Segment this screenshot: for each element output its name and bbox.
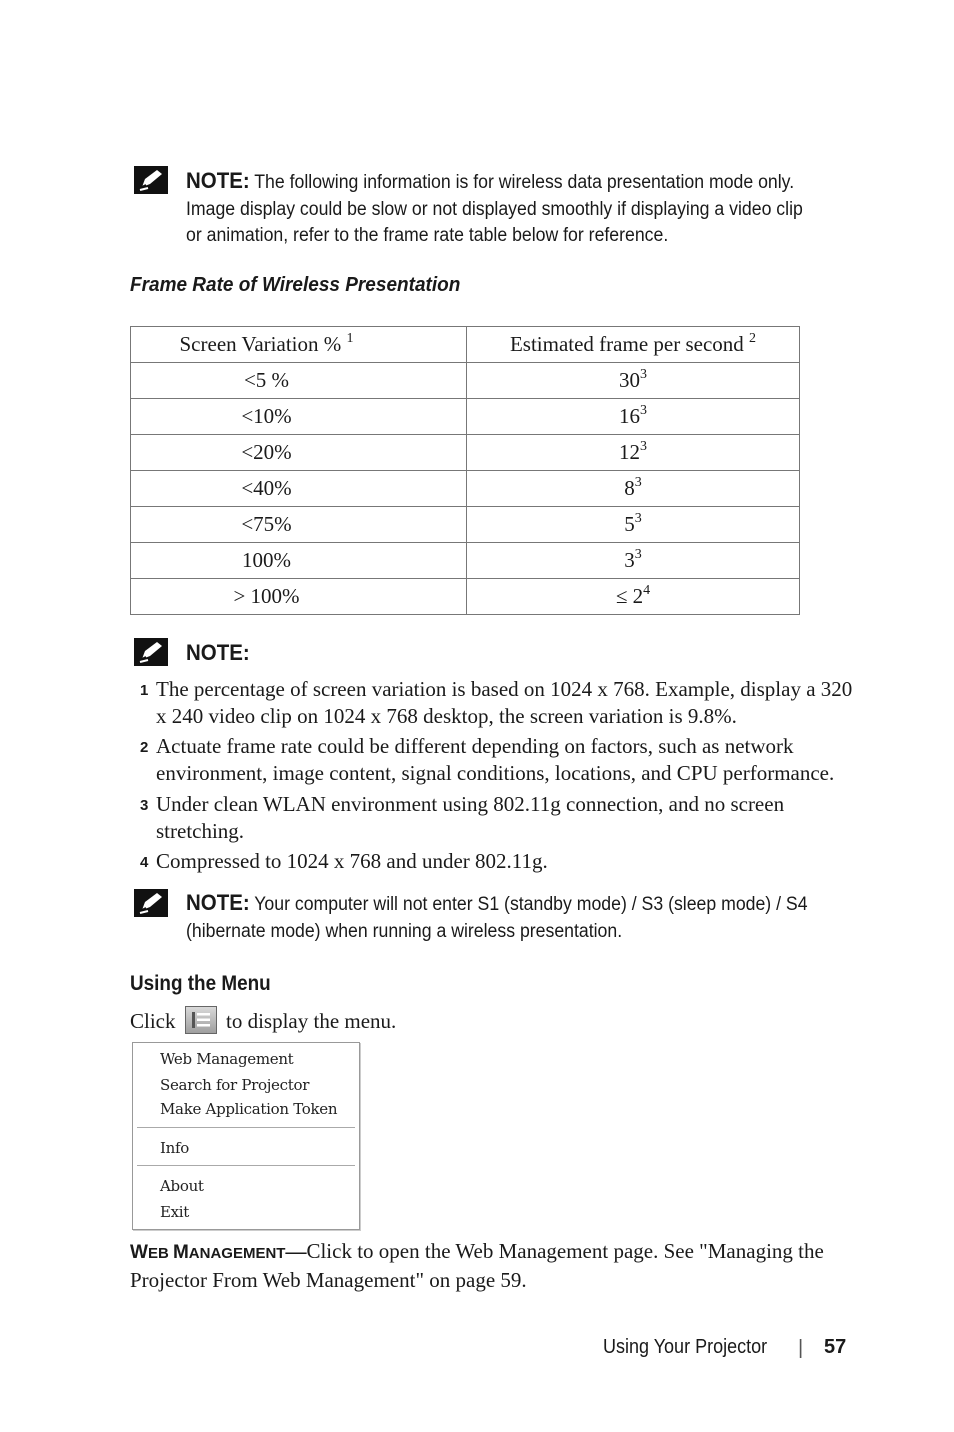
table-row (131, 435, 800, 471)
footnote-3 (140, 791, 870, 845)
context-menu (132, 1042, 360, 1230)
note-line: Your computer will not enter S1 (standby mode) / S3 (sleep mode) / S4 (254, 894, 808, 915)
footnote-2 (140, 733, 870, 787)
note-label: NOTE: (186, 640, 250, 665)
note-block-3 (186, 890, 837, 945)
description-line: Projector From Web Management" on page 59. (130, 1268, 527, 1292)
variation-cell: > 100% (233, 584, 300, 608)
footnote-text: stretching. (156, 819, 245, 843)
footnote-number: 2 (140, 739, 149, 756)
fps-cell: $30^3$ (467, 363, 800, 399)
click-instruction (130, 1006, 396, 1035)
note-block-2 (186, 640, 837, 669)
fps-cell: $8^3$ (467, 471, 800, 507)
variation-cell: <10% (241, 404, 292, 428)
fps-cell: $3^3$ (467, 543, 800, 579)
menu-separator (137, 1127, 355, 1129)
menu-item-web-management[interactable]: Web Management (160, 1050, 294, 1068)
note-line: Image display could be slow or not displayed smoothly if displaying a video clip (186, 198, 803, 220)
fps-cell: $16^3$ (467, 399, 800, 435)
note-line: (hibernate mode) when running a wireless presentation. (186, 920, 623, 942)
table-row (131, 471, 800, 507)
term-web-management: WEB MANAGEMENT (130, 1242, 286, 1263)
table-row (131, 579, 800, 615)
footnote-text: environment, image content, signal conditions, locations, and CPU performance. (156, 761, 835, 785)
menu-item-info[interactable]: Info (160, 1139, 189, 1157)
menu-list-icon[interactable] (185, 1006, 217, 1034)
em-dash: — (285, 1239, 307, 1263)
note-line: or animation, refer to the frame rate table below for reference. (186, 225, 669, 246)
page-number: 57 (824, 1336, 847, 1358)
menu-item-exit[interactable]: Exit (160, 1203, 190, 1221)
variation-cell: <5 % (243, 368, 290, 392)
web-management-description (130, 1238, 870, 1294)
footnote-number: 4 (140, 854, 149, 871)
variation-cell: 100% (242, 548, 291, 572)
table-row (131, 507, 800, 543)
footnote-text: Under clean WLAN environment using 802.11g connection, and no screen (156, 792, 785, 816)
description-line: Click to open the Web Management page. See "Managing the (306, 1239, 824, 1263)
click-text: Click (130, 1009, 176, 1033)
fps-cell: $12^3$ (467, 435, 800, 471)
fps-cell: $5^3$ (467, 507, 800, 543)
footnote-text: x 240 video clip on 1024 x 768 desktop, the screen variation is 9.8%. (156, 704, 737, 728)
menu-item-search-for-projector[interactable]: Search for Projector (160, 1076, 310, 1094)
note-pencil-icon (134, 889, 168, 917)
note-label: NOTE: (186, 168, 250, 193)
click-text-after: to display the menu. (226, 1009, 397, 1033)
footer-section-title: Using Your Projector (603, 1336, 768, 1358)
section-heading: Using the Menu (130, 972, 271, 995)
note-label: NOTE: (186, 890, 250, 915)
variation-cell: <40% (241, 476, 292, 500)
footnote-text: Compressed to 1024 x 768 and under 802.11g. (156, 849, 548, 873)
variation-cell: <75% (241, 512, 292, 536)
footnote-text: The percentage of screen variation is based on 1024 x 768. Example, display a 320 (156, 677, 853, 701)
table-row (131, 399, 800, 435)
header-screen-variation: Screen Variation % $^1$ (131, 327, 467, 363)
fps-cell: ≤ $2^4$ (467, 579, 800, 615)
menu-item-about[interactable]: About (160, 1177, 204, 1195)
menu-separator (137, 1165, 355, 1167)
table-header-row (131, 327, 800, 363)
footnote-number: 1 (140, 682, 149, 699)
table-caption: Frame Rate of Wireless Presentation (130, 274, 461, 296)
footer-separator: | (798, 1337, 804, 1359)
table-row (131, 363, 800, 399)
footnote-number: 3 (140, 797, 149, 814)
table-row (131, 543, 800, 579)
note-pencil-icon (134, 166, 168, 194)
note-block-1 (186, 168, 837, 250)
variation-cell: <20% (241, 440, 292, 464)
note-pencil-icon (134, 638, 168, 666)
header-estimated-fps: Estimated frame per second $^2$ (467, 327, 800, 363)
note-line: The following information is for wireless data presentation mode only. (254, 172, 795, 193)
menu-item-make-application-token[interactable]: Make Application Token (160, 1100, 338, 1118)
footnote-4 (140, 848, 870, 875)
frame-rate-table (130, 326, 800, 615)
footnote-1 (140, 676, 870, 730)
footnote-text: Actuate frame rate could be different depending on factors, such as network (156, 734, 794, 758)
